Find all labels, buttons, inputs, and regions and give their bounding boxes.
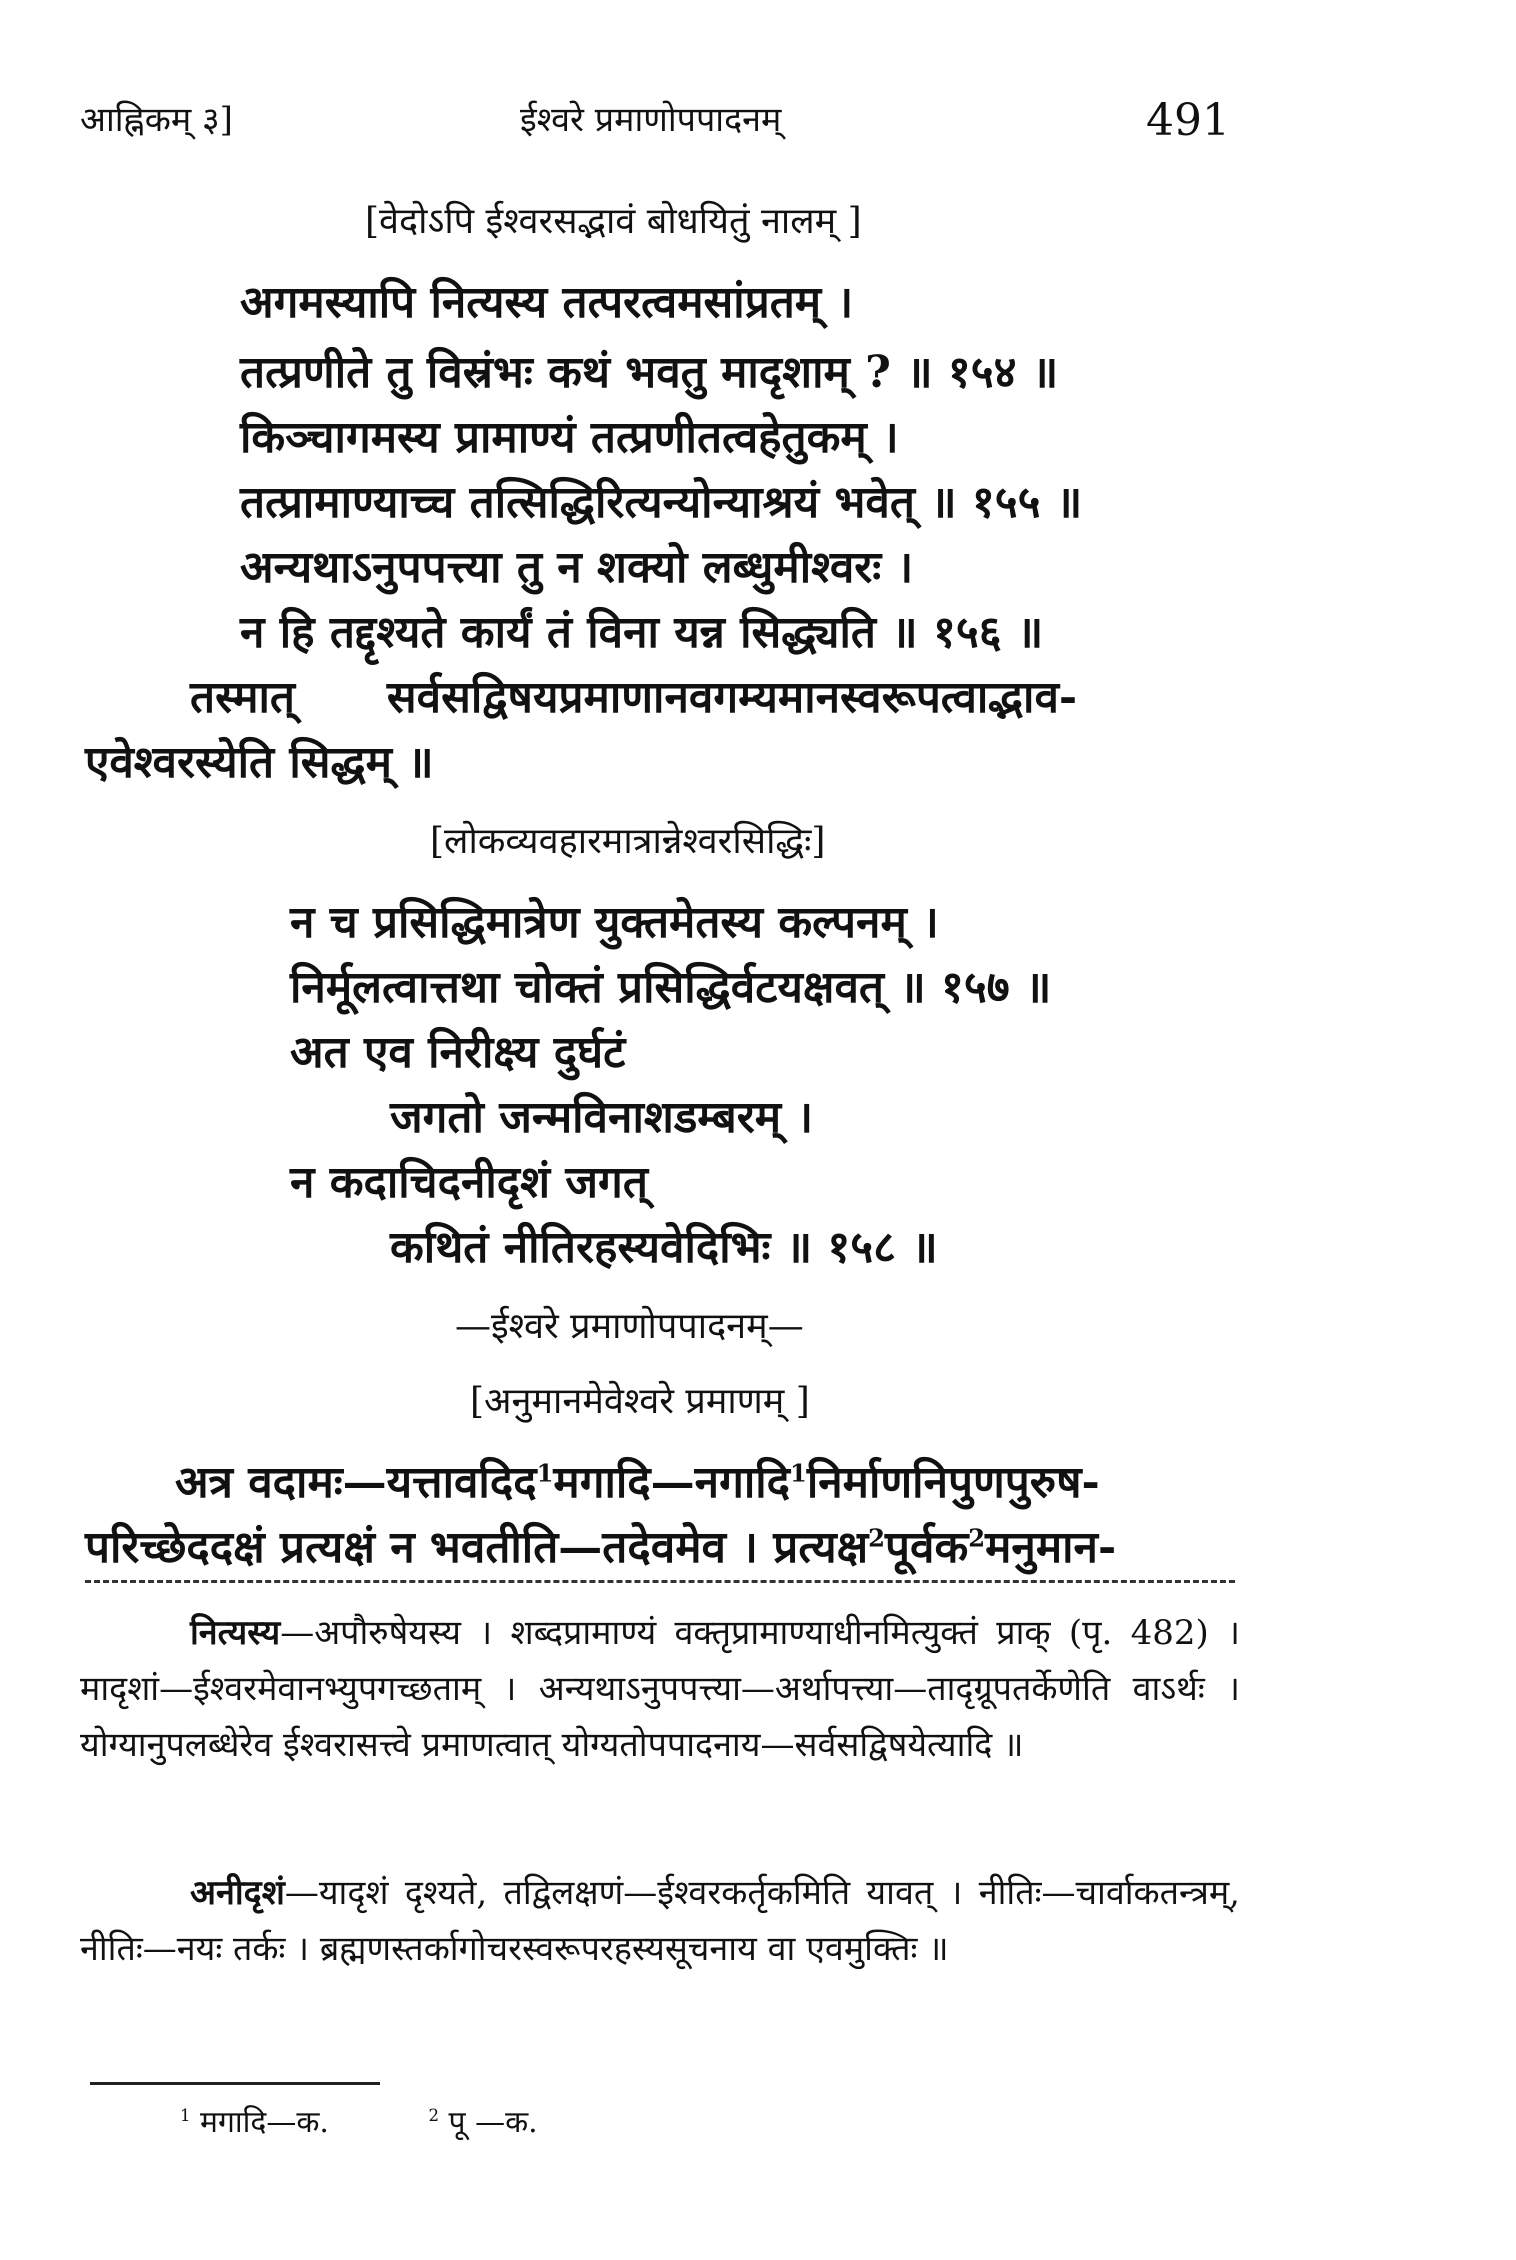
verse-line: न च प्रसिद्धिमात्रेण युक्तमेतस्य कल्पनम् ।	[290, 897, 939, 948]
prose-line: परिच्छेददक्षं प्रत्यक्षं न भवतीति—तदेवमेव । प्रत्यक्ष$^2$पूर्वक$^2$मनुमान-	[85, 1522, 1117, 1573]
prose-line: तस्मात् सर्वसद्विषयप्रमाणानवगम्यमानस्वरूपत्वाद्भाव-	[190, 672, 1078, 723]
chapter-marker: आह्निकम् ३]	[80, 100, 233, 140]
commentary-divider	[85, 1580, 1235, 1583]
verse-line: अत एव निरीक्ष्य दुर्घटं	[290, 1027, 626, 1078]
footnote-ref[interactable]: 1	[790, 1458, 807, 1488]
footnotes	[180, 2100, 628, 2141]
running-title: ईश्वरे प्रमाणोपपादनम्	[520, 100, 782, 140]
commentary-block	[80, 1865, 1240, 1977]
commentary-paragraph: नित्यस्य—अपौरुषेयस्य । शब्दप्रामाण्यं वक्तृप्रामाण्याधीनमित्युक्तं प्राक् (पृ. 482) । मादृशां—ईश्वरमेवानभ्युपगच्छताम् । अन्यथाऽनुपपत्त्या—अर्थापत्त्या—तादृग्रूपतर्केणेति वाऽर्थः । योग्यानुपलब्धेरेव ईश्वरासत्त्वे प्रमाणत्वात् योग्यतोपपादनाय—सर्वसद्विषयेत्यादि ॥	[80, 1613, 1240, 1765]
verse-line: अगमस्यापि नित्यस्य तत्परत्वमसांप्रतम् ।	[240, 277, 854, 328]
running-head	[80, 95, 1230, 155]
section-heading-3: [अनुमानमेवेश्वरे प्रमाणम् ]	[470, 1381, 810, 1422]
section-title: —ईश्वरे प्रमाणोपपादनम्—	[455, 1306, 804, 1347]
verse-line: न कदाचिदनीदृशं जगत्	[290, 1157, 648, 1208]
section-heading-2: [लोकव्यवहारमात्रान्नेश्वरसिद्धिः]	[430, 821, 826, 862]
section-heading-1: [वेदोऽपि ईश्वरसद्भावं बोधयितुं नालम् ]	[365, 201, 862, 242]
verse-line: न हि तद्दृश्यते कार्यं तं विना यन्न सिद्ध्यति ॥ १५६ ॥	[240, 607, 1044, 658]
verse-line: तत्प्रामाण्याच्च तत्सिद्धिरित्यन्योन्याश्रयं भवेत् ॥ १५५ ॥	[240, 477, 1083, 528]
lemma: अनीदृशं	[190, 1873, 285, 1913]
verse-line: कथितं नीतिरहस्यवेदिभिः ॥ १५८ ॥	[390, 1222, 938, 1273]
commentary-paragraph: अनीदृशं—यादृशं दृश्यते, तद्विलक्षणं—ईश्वरकर्तृकमिति यावत् । नीतिः—चार्वाकतन्त्रम्, नीतिः—नयः तर्कः । ब्रह्मणस्तर्कागोचरस्वरूपरहस्यसूचनाय वा एवमुक्तिः ॥	[80, 1873, 1240, 1969]
commentary-block	[80, 1605, 1240, 1773]
footnote-ref[interactable]: 2	[968, 1523, 986, 1553]
footnote-divider	[90, 2082, 380, 2085]
footnote-ref[interactable]: 1	[536, 1458, 554, 1488]
verse-line: निर्मूलत्वात्तथा चोक्तं प्रसिद्धिर्वटयक्षवत् ॥ १५७ ॥	[290, 962, 1052, 1013]
footnote-2: $^2$ पू —क.	[428, 2105, 538, 2140]
lemma: नित्यस्य	[190, 1613, 281, 1653]
footnote-ref[interactable]: 2	[868, 1523, 885, 1553]
verse-line: तत्प्रणीते तु विस्रंभः कथं भवतु मादृशाम् ? ॥ १५४ ॥	[240, 347, 1059, 398]
prose-line: अत्र वदामः—यत्तावदिद$^1$मगादि—नगादि$^1$निर्माणनिपुणपुरुष-	[175, 1457, 1100, 1508]
verse-line: किञ्चागमस्य प्रामाण्यं तत्प्रणीतत्वहेतुकम् ।	[240, 412, 899, 463]
footnote-1: $^1$ मगादि—क.	[180, 2105, 329, 2140]
verse-line: अन्यथाऽनुपपत्त्या तु न शक्यो लब्धुमीश्वरः ।	[240, 542, 914, 593]
prose-line: एवेश्वरस्येति सिद्धम् ॥	[85, 737, 434, 788]
page-number: 491	[1146, 95, 1230, 146]
verse-line: जगतो जन्मविनाशडम्बरम् ।	[390, 1092, 814, 1143]
